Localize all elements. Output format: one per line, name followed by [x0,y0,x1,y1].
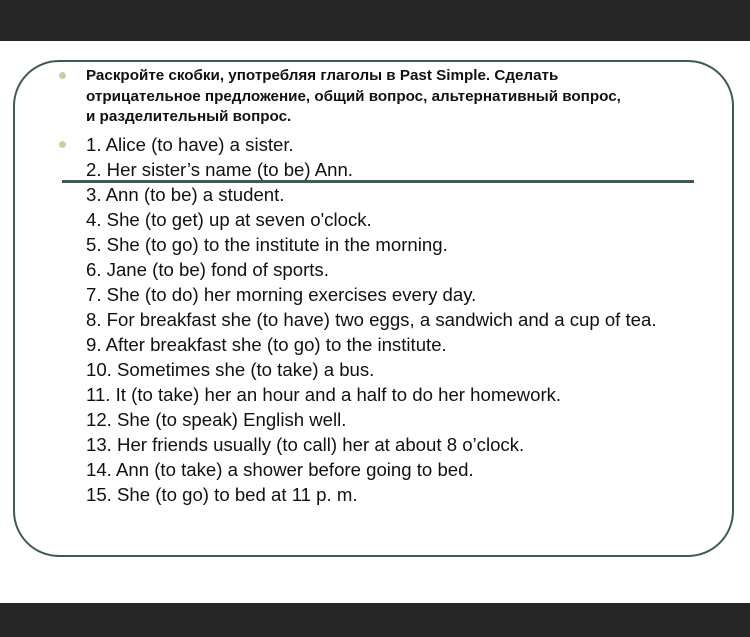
list-item: 7. She (to do) her morning exercises every day. [86,284,477,305]
list-item: 14. Ann (to take) a shower before going to bed. [86,459,474,480]
top-letterbox-bar [0,0,750,41]
list-item: 3. Ann (to be) a student. [86,184,285,205]
list-item: 5. She (to go) to the institute in the morning. [86,234,448,255]
list-item: 13. Her friends usually (to call) her at about 8 o’clock. [86,434,525,455]
bullet-icon [59,141,66,148]
list-item: 12. She (to speak) English well. [86,409,347,430]
list-item: 2. Her sister’s name (to be) Ann. [86,159,353,180]
list-item: 6. Jane (to be) fond of sports. [86,259,329,280]
list-item: 1. Alice (to have) a sister. [86,134,294,155]
bottom-letterbox-bar [0,603,750,637]
list-item: 11. It (to take) her an hour and a half to do her homework. [86,384,562,405]
exercise-list [86,132,676,507]
list-item: 4. She (to get) up at seven o'clock. [86,209,372,230]
list-item: 8. For breakfast she (to have) two eggs, a sandwich and a cup of tea. [86,309,657,330]
instruction-text: Раскройте скобки, употребляя глаголы в Past Simple. Сделать отрицательное предложение, общий вопрос, альтернативный вопрос, и разделительный вопрос. [86,67,621,125]
divider-line [62,180,694,183]
list-item: 10. Sometimes she (to take) a bus. [86,359,375,380]
bullet-icon [59,72,66,79]
list-item: 15. She (to go) to bed at 11 p. m. [86,484,358,505]
list-item: 9. After breakfast she (to go) to the institute. [86,334,447,355]
